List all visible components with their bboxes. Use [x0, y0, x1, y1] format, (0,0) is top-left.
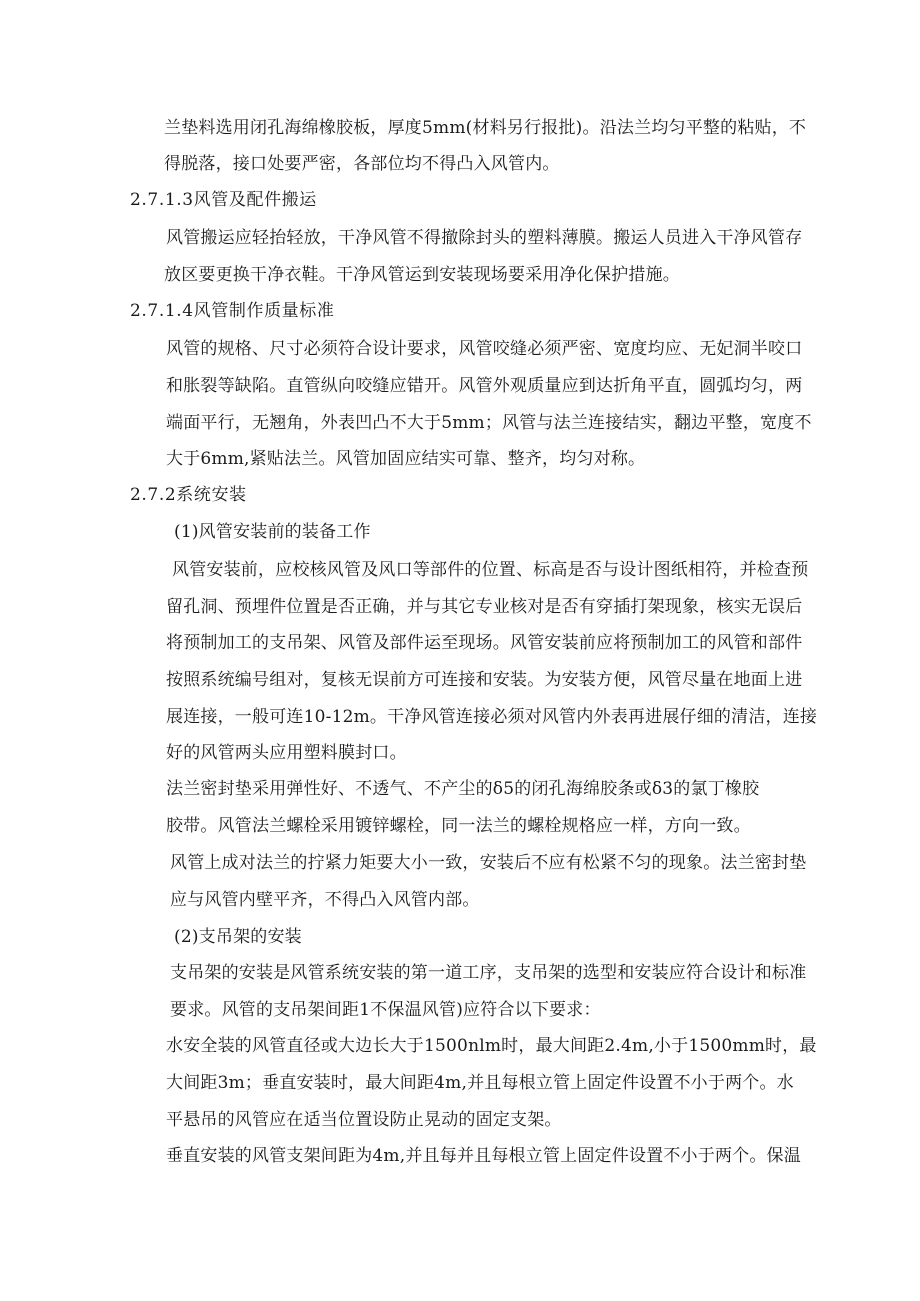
text-line: 法兰密封垫采用弹性好、不透气、不产尘的δ5的闭孔海绵胶条或δ3的氯丁橡胶 [166, 779, 760, 799]
text-line: 胶带。风管法兰螺栓采用镀锌螺栓，同一法兰的螺栓规格应一样，方向一致。 [166, 816, 751, 836]
text-line: 放区要更换干净衣鞋。干净风管运到安装现场要采用净化保护措施。 [164, 265, 680, 285]
text-line: 将预制加工的支吊架、风管及部件运至现场。风管安装前应将预制加工的风管和部件 [166, 633, 803, 653]
text-line: 和胀裂等缺陷。直管纵向咬缝应错开。风管外观质量应到达折角平直，圆弧均匀，两 [166, 376, 803, 396]
text-line: 留孔洞、预埋件位置是否正确，并与其它专业核对是否有穿插打架现象，核实无误后 [166, 597, 803, 617]
text-line: 端面平行，无翘角，外表凹凸不大于5mm；风管与法兰连接结实，翻边平整，宽度不 [166, 413, 812, 433]
text-line: 应与风管内壁平齐，不得凸入风管内部。 [170, 890, 480, 910]
text-line: 得脱落，接口处要严密，各部位均不得凸入风管内。 [164, 154, 560, 174]
text-line: 支吊架的安装是风管系统安装的第一道工序，支吊架的选型和安装应符合设计和标准 [170, 963, 807, 983]
section-heading: 2.7.2系统安装 [130, 485, 247, 505]
text-line: 好的风管两头应用塑料膜封口。 [166, 743, 407, 763]
text-line: 大于6mm,紧贴法兰。风管加固应结实可靠、整齐，均匀对称。 [166, 449, 646, 469]
text-line: 风管的规格、尺寸必须符合设计要求，风管咬缝必须严密、宽度均应、无妃洞半咬口 [166, 339, 803, 359]
text-line: 垂直安装的风管支架间距为4m,并且每并且每根立管上固定件设置不小于两个。保温 [166, 1146, 801, 1166]
section-heading: 2.7.1.3风管及配件搬运 [130, 190, 317, 210]
text-line: 展连接，一般可连10-12m。干净风管连接必须对风管内外表再进展仔细的清洁，连接 [166, 707, 818, 727]
text-line: 水安全装的风管直径或大边长大于1500nlm时，最大间距2.4m,小于1500mm时，最 [166, 1036, 817, 1056]
subsection-heading: (2)支吊架的安装 [174, 927, 302, 947]
text-line: 平悬吊的风管应在适当位置设防止晃动的固定支架。 [166, 1110, 562, 1130]
section-heading: 2.7.1.4风管制作质量标准 [130, 301, 335, 321]
text-line: 风管安装前，应校核风管及风口等部件的位置、标高是否与设计图纸相符，并检查预 [172, 560, 809, 580]
text-line: 大间距3m；垂直安装时，最大间距4m,并且每根立管上固定件设置不小于两个。水 [166, 1073, 794, 1093]
text-line: 要求。风管的支吊架间距1不保温风管)应符合以下要求： [170, 1000, 601, 1020]
text-line: 风管上成对法兰的拧紧力矩要大小一致，安装后不应有松紧不匀的现象。法兰密封垫 [170, 853, 807, 873]
text-line: 兰垫料选用闭孔海绵橡胶板，厚度5mm(材料另行报批)。沿法兰均匀平整的粘贴，不 [164, 118, 807, 138]
text-line: 按照系统编号组对，复核无误前方可连接和安装。为安装方便，风管尽量在地面上进 [166, 670, 803, 690]
text-line: 风管搬运应轻抬轻放，干净风管不得撤除封头的塑料薄膜。搬运人员进入干净风管存 [166, 228, 803, 248]
subsection-heading: (1)风管安装前的装备工作 [174, 522, 371, 542]
